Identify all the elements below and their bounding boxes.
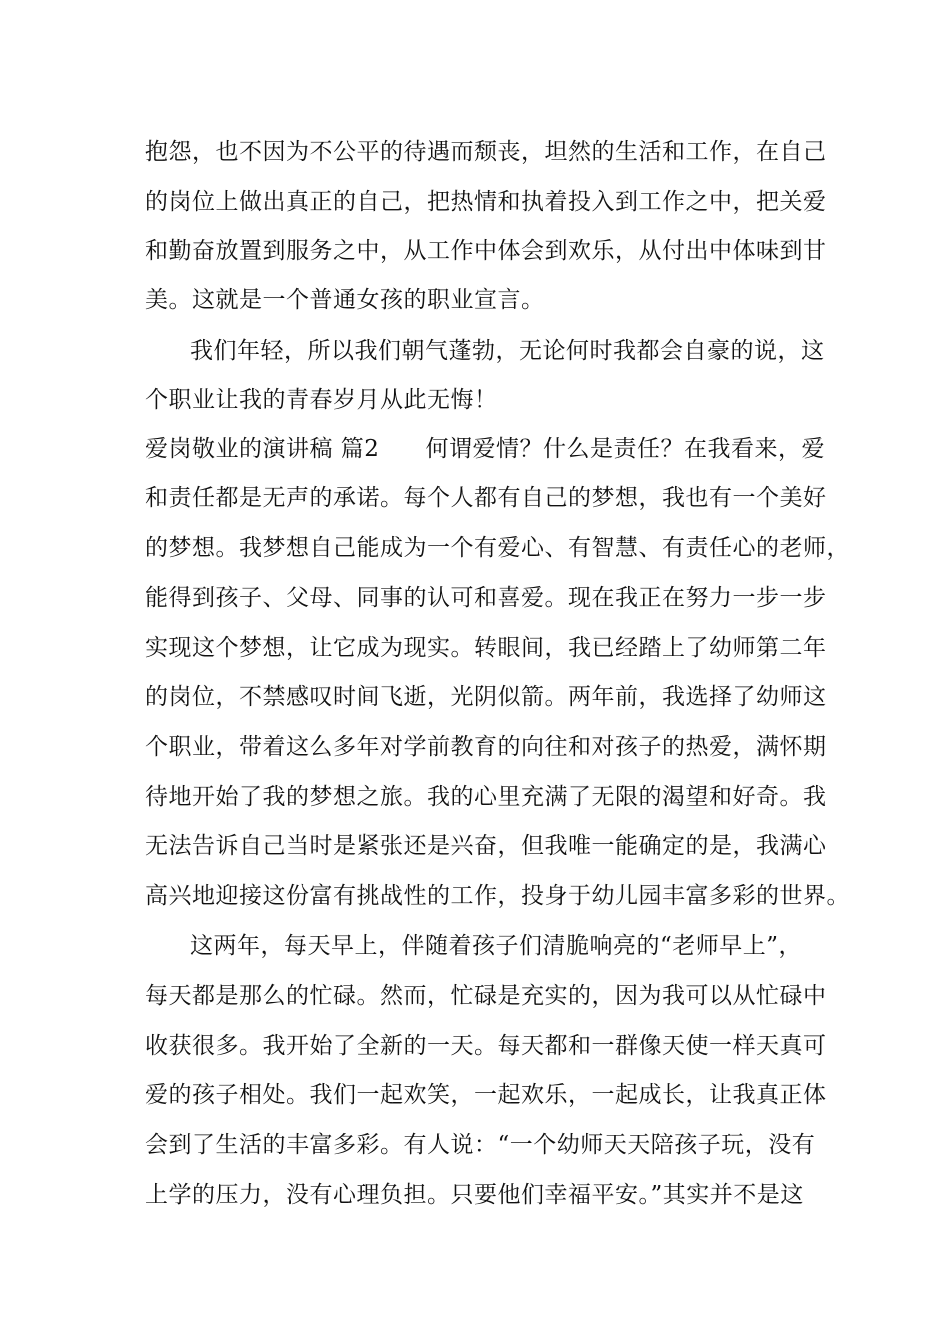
section-heading: 爱岗敬业的演讲稿 篇2 [145,436,380,462]
paragraph-line: 会到了生活的丰富多彩。有人说：“一个幼师天天陪孩子玩，没有 [145,1132,816,1158]
paragraph-line: 实现这个梦想，让它成为现实。转眼间，我已经踏上了幼师第二年 [145,635,827,661]
paragraph-line: 上学的压力，没有心理负担。只要他们幸福平安。”其实并不是这 [145,1182,804,1208]
paragraph-line: 我们年轻，所以我们朝气蓬勃，无论何时我都会自豪的说，这 [190,338,825,364]
section-heading-line [145,434,825,464]
paragraph-line: 的岗位，不禁感叹时间飞逝，光阴似箭。两年前，我选择了幼师这 [145,684,827,710]
paragraph-line: 无法告诉自己当时是紧张还是兴奋，但我唯一能确定的是，我满心 [145,833,827,859]
paragraph-line: 高兴地迎接这份富有挑战性的工作，投身于幼儿园丰富多彩的世界。 [145,883,850,909]
paragraph-line: 收获很多。我开始了全新的一天。每天都和一群像天使一样天真可 [145,1033,827,1059]
paragraph-line: 抱怨，也不因为不公平的待遇而颓丧，坦然的生活和工作，在自己 [145,139,827,165]
paragraph-line: 爱的孩子相处。我们一起欢笑，一起欢乐，一起成长，让我真正体 [145,1082,827,1108]
paragraph-line: 这两年，每天早上，伴随着孩子们清脆响亮的“老师早上”， [190,933,803,959]
paragraph-line: 个职业，带着这么多年对学前教育的向往和对孩子的热爱，满怀期 [145,734,827,760]
paragraph-line: 待地开始了我的梦想之旅。我的心里充满了无限的渴望和好奇。我 [145,784,827,810]
paragraph-line: 能得到孩子、父母、同事的认可和喜爱。现在我正在努力一步一步 [145,585,827,611]
paragraph-line: 的岗位上做出真正的自己，把热情和执着投入到工作之中，把关爱 [145,189,827,215]
paragraph-line: 每天都是那么的忙碌。然而，忙碌是充实的，因为我可以从忙碌中 [145,983,827,1009]
paragraph-line: 和勤奋放置到服务之中，从工作中体会到欢乐，从付出中体味到甘 [145,238,827,264]
paragraph-line: 美。这就是一个普通女孩的职业宣言。 [145,287,545,313]
paragraph-line: 的梦想。我梦想自己能成为一个有爱心、有智慧、有责任心的老师， [145,535,850,561]
paragraph-line: 何谓爱情？什么是责任？在我看来，爱 [425,436,825,462]
paragraph-line: 和责任都是无声的承诺。每个人都有自己的梦想，我也有一个美好 [145,485,827,511]
paragraph-line: 个职业让我的青春岁月从此无悔！ [145,387,498,413]
